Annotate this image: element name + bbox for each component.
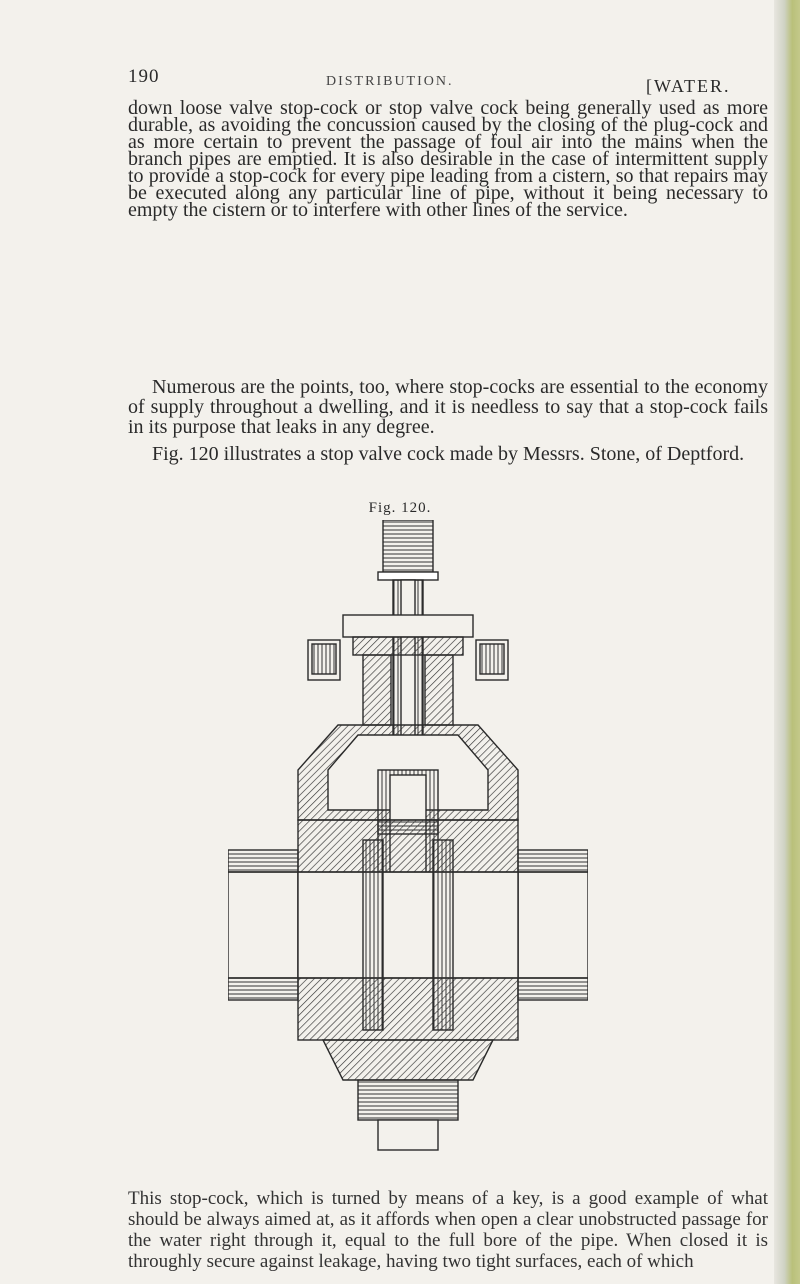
paragraph-2 bbox=[128, 377, 768, 437]
figure-stop-valve-cock bbox=[228, 520, 588, 1180]
section-head: [WATER. bbox=[646, 76, 731, 96]
paragraph-4-text: This stop-cock, which is turned by means of a key, is a good example of what should be always aimed at, as it affords when open a clear unobstructed passage for the water right through it, equal to the full bore of the pipe. When closed it is throughly secure against leakage, having two tight surfaces, each of which bbox=[128, 1188, 768, 1272]
figure-caption: Fig. 120. bbox=[368, 500, 432, 516]
stop-valve-cock-drawing bbox=[228, 520, 588, 1180]
page-edge bbox=[774, 0, 800, 1284]
paragraph-3 bbox=[128, 444, 768, 464]
paragraph-1 bbox=[128, 97, 768, 221]
paragraph-4 bbox=[128, 1188, 768, 1272]
running-head: DISTRIBUTION. bbox=[326, 74, 454, 89]
paragraph-2-text: Numerous are the points, too, where stop-cocks are essential to the economy of supply throughout a dwelling, and it is needless to say that a stop-cock fails in its purpose that leaks in any degree. bbox=[128, 376, 768, 438]
page-number: 190 bbox=[128, 66, 160, 87]
page-header bbox=[128, 66, 768, 96]
paragraph-1-text: down loose valve stop-cock or stop valve cock being generally used as more durable, as avoiding the concussion caused by the closing of the plug-cock and as more certain to prevent the passage of foul air into the mains when the branch pipes are emptied. It is also desirable in the case of intermittent supply to provide a stop-cock for every pipe leading from a cistern, so that repairs may be executed along any particular line of pipe, without it being necessary to empty the cistern or to interfere with other lines of the service. bbox=[128, 97, 768, 221]
paragraph-3-text: Fig. 120 illustrates a stop valve cock made by Messrs. Stone, of Deptford. bbox=[152, 443, 745, 465]
